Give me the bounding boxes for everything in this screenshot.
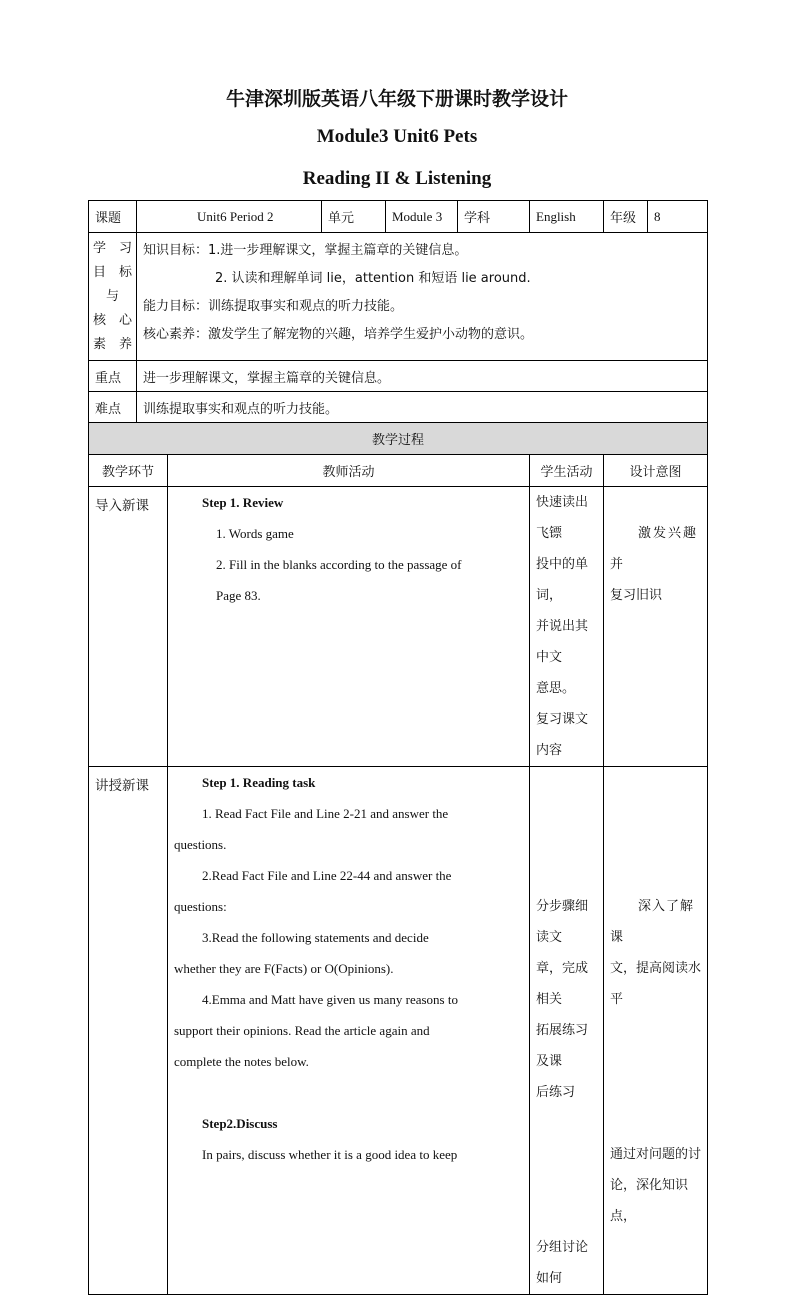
- intro-stage: 导入新课: [89, 487, 168, 767]
- question-1b: questions.: [174, 837, 227, 852]
- step1-title: Step 1. Reading task: [202, 775, 316, 790]
- step2-title: Step2.Discuss: [202, 1116, 278, 1131]
- process-header-row: [89, 455, 708, 487]
- teach-intent-line: 通过对问题的讨: [610, 1147, 702, 1162]
- intro-intent-line: 复习旧识: [610, 588, 663, 603]
- subject-value: English: [530, 201, 604, 233]
- core-goal: 核心素养：激发学生了解宠物的兴趣，培养学生爱护小动物的意识。: [143, 327, 534, 342]
- document-title: 牛津深圳版英语八年级下册课时教学设计: [225, 88, 568, 110]
- lesson-plan-table: [88, 200, 708, 1295]
- question-2b: questions:: [174, 899, 227, 914]
- key-point-label: 重点: [89, 361, 137, 392]
- question-3a: 3.Read the following statements and decide: [202, 930, 429, 945]
- teach-row: [89, 767, 708, 1295]
- teach-stage: 讲授新课: [89, 767, 168, 1295]
- unit-value: Module 3: [386, 201, 458, 233]
- subject-label: 学科: [458, 201, 530, 233]
- goals-row: [89, 233, 708, 361]
- intro-student-line: 复习课文内容: [536, 712, 589, 758]
- col-student: 学生活动: [530, 455, 604, 487]
- ability-goal: 能力目标：训练提取事实和观点的听力技能。: [143, 299, 404, 314]
- intro-teacher: [168, 487, 530, 767]
- question-4a: 4.Emma and Matt have given us many reasons to: [202, 992, 458, 1007]
- goals-label-line: 与: [105, 288, 119, 304]
- question-4c: complete the notes below.: [174, 1054, 309, 1069]
- knowledge-goal-2: 2. 认读和理解单词 lie，attention 和短语 lie around.: [215, 271, 531, 286]
- intro-item-1: 1. Words game: [216, 526, 294, 541]
- teach-intent: [604, 767, 708, 1295]
- lesson-subtitle: Reading II & Listening: [302, 168, 492, 189]
- intro-step-title: Step 1. Review: [202, 495, 284, 510]
- goals-label-line: 学 习: [93, 240, 132, 256]
- intro-item-2: 2. Fill in the blanks according to the passage of: [216, 557, 462, 572]
- goals-label: [89, 233, 137, 361]
- intro-student-line: 快速读出飞镖: [536, 495, 589, 541]
- teach-student-line: 拓展练习及课: [536, 1023, 589, 1069]
- intro-intent: [604, 487, 708, 767]
- teach-student-line: 章，完成相关: [536, 961, 589, 1007]
- difficulty-value: 训练提取事实和观点的听力技能。: [137, 392, 708, 423]
- intro-intent-line: 激发兴趣并: [610, 526, 699, 572]
- question-2a: 2.Read Fact File and Line 22-44 and answer the: [202, 868, 452, 883]
- intro-row: [89, 487, 708, 767]
- question-4b: support their opinions. Read the article again and: [174, 1023, 430, 1038]
- teach-student-line: 分步骤细读文: [536, 899, 589, 945]
- teach-teacher: [168, 767, 530, 1295]
- goals-content: [137, 233, 708, 361]
- intro-student: [530, 487, 604, 767]
- intro-student-line: 投中的单词，: [536, 557, 589, 603]
- teach-intent-line: 论，深化知识点，: [610, 1178, 689, 1224]
- unit-label: 单元: [322, 201, 386, 233]
- topic-value: Unit6 Period 2: [137, 201, 322, 233]
- col-stage: 教学环节: [89, 455, 168, 487]
- difficulty-label: 难点: [89, 392, 137, 423]
- knowledge-goal-1: 知识目标：1.进一步理解课文，掌握主篇章的关键信息。: [143, 243, 468, 258]
- intro-student-line: 意思。: [536, 681, 576, 696]
- key-point-row: [89, 361, 708, 392]
- col-intent: 设计意图: [604, 455, 708, 487]
- process-heading: 教学过程: [89, 423, 708, 455]
- info-row: [89, 201, 708, 233]
- col-teacher: 教师活动: [168, 455, 530, 487]
- goals-label-line: 素养: [93, 336, 132, 352]
- question-3b: whether they are F(Facts) or O(Opinions).: [174, 961, 394, 976]
- module-subtitle: Module3 Unit6 Pets: [316, 126, 478, 147]
- teach-intent-line: 平: [610, 992, 624, 1007]
- teach-intent-line: 深入了解课: [610, 899, 695, 945]
- teach-student-discuss: 分组讨论如何: [536, 1240, 589, 1286]
- intro-item-2b: Page 83.: [216, 588, 261, 603]
- goals-label-line: 核 心: [93, 312, 132, 328]
- difficulty-row: [89, 392, 708, 423]
- grade-value: 8: [648, 201, 708, 233]
- intro-student-line: 并说出其中文: [536, 619, 589, 665]
- question-1a: 1. Read Fact File and Line 2-21 and answer the: [202, 806, 449, 821]
- step2-line: In pairs, discuss whether it is a good idea to keep: [202, 1147, 458, 1162]
- topic-label: 课题: [89, 201, 137, 233]
- teach-intent-line: 文，提高阅读水: [610, 961, 702, 976]
- teach-student-line: 后练习: [536, 1085, 576, 1100]
- goals-label-line: 目标: [93, 264, 132, 280]
- teach-student: [530, 767, 604, 1295]
- grade-label: 年级: [604, 201, 648, 233]
- key-point-value: 进一步理解课文，掌握主篇章的关键信息。: [137, 361, 708, 392]
- process-heading-row: [89, 423, 708, 455]
